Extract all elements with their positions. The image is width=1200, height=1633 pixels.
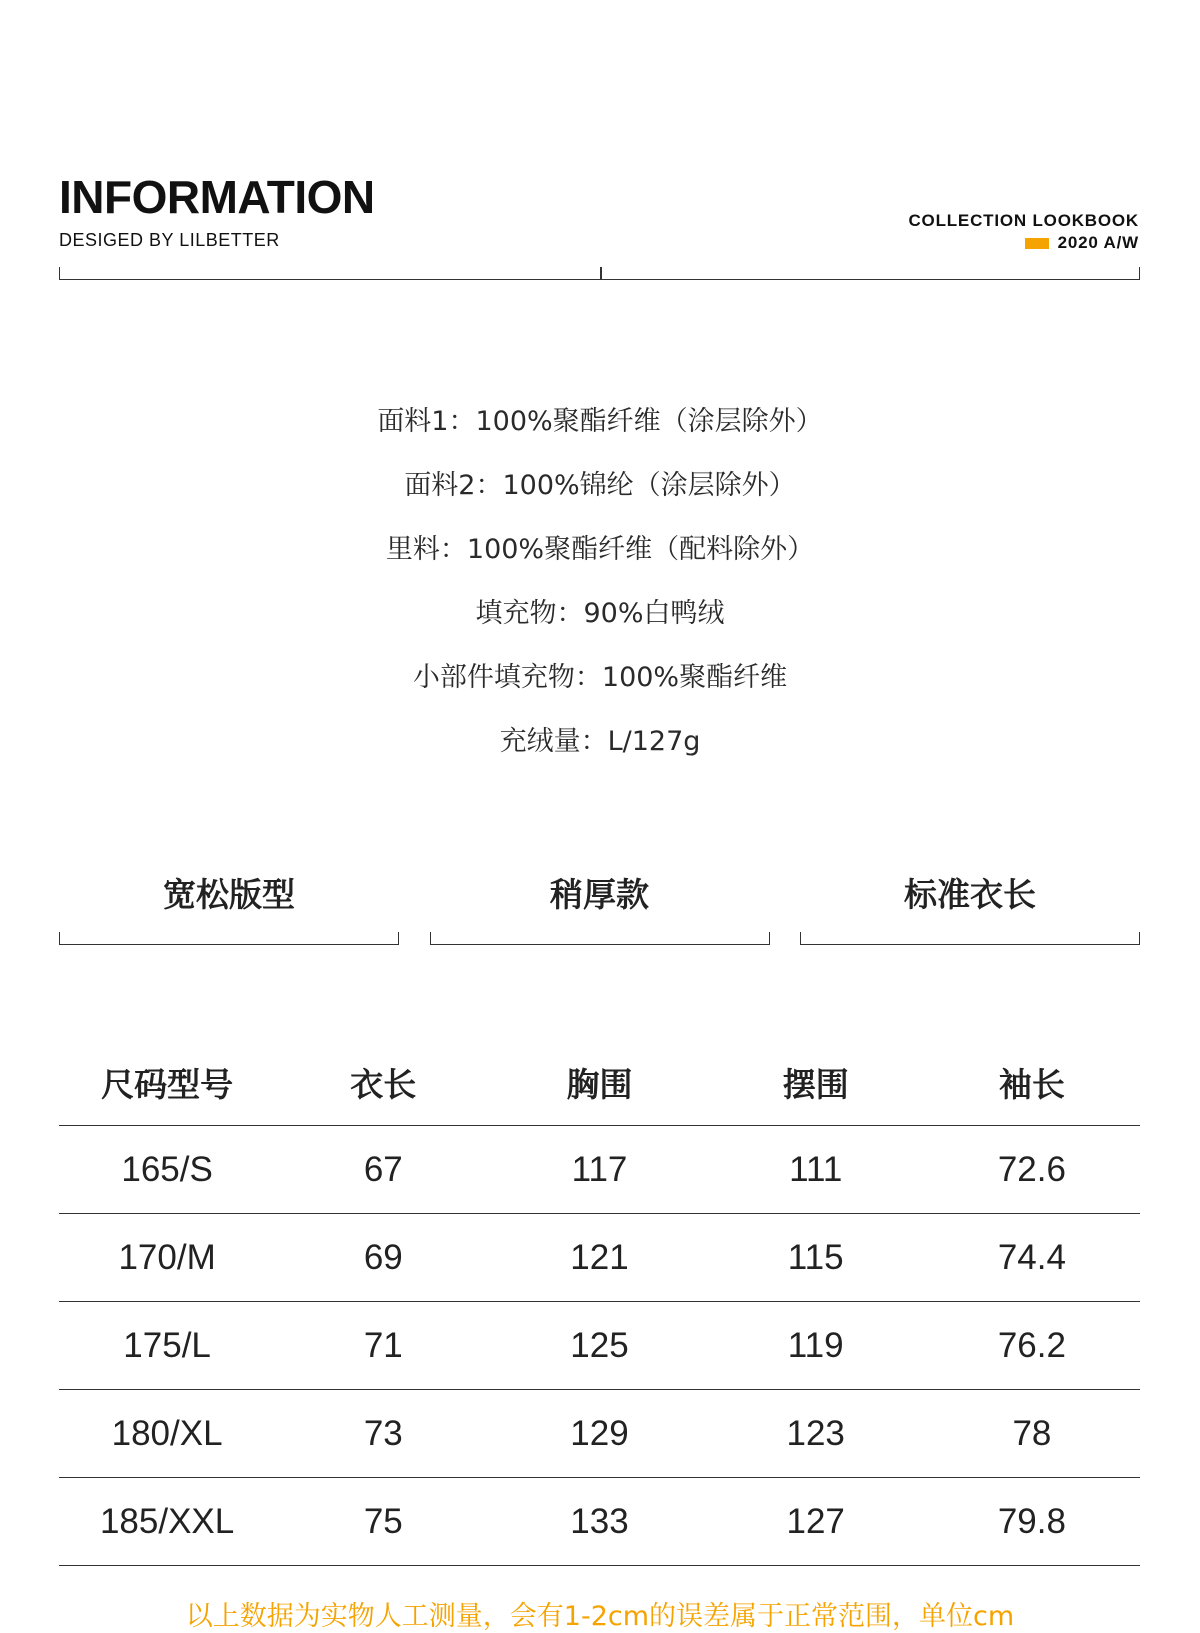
table-cell: 69 [363, 1237, 403, 1277]
table-cell: 127 [786, 1501, 845, 1541]
table-cell: 133 [570, 1501, 629, 1541]
table-cell: 67 [363, 1149, 403, 1189]
table-cell: 117 [571, 1149, 628, 1189]
column-header: 胸围 [566, 1065, 633, 1104]
feature-thickness [430, 870, 770, 945]
header-divider-tick [600, 267, 602, 280]
table-cell: 115 [787, 1237, 844, 1277]
table-row [59, 1390, 1140, 1478]
table-row [59, 1302, 1140, 1390]
table-cell: 129 [570, 1413, 629, 1453]
table-cell: 71 [363, 1325, 403, 1365]
table-cell: 125 [570, 1325, 629, 1365]
column-header: 袖长 [998, 1065, 1065, 1104]
feature-length [800, 870, 1140, 945]
table-cell: 72.6 [997, 1149, 1066, 1189]
material-line: 填充物：90%白鸭绒 [475, 598, 725, 629]
table-cell: 175/L [123, 1325, 211, 1365]
column-header: 摆围 [782, 1065, 849, 1104]
table-cell: 111 [789, 1149, 843, 1189]
measurement-footnote: 以上数据为实物人工测量，会有1-2cm的误差属于正常范围，单位cm [185, 1601, 1015, 1632]
feature-tags [59, 870, 1140, 945]
designer-credit: DESIGED BY LILBETTER [59, 230, 280, 250]
feature-label: 稍厚款 [550, 875, 649, 914]
material-line: 小部件填充物：100%聚酯纤维 [412, 662, 788, 693]
feature-bracket [430, 932, 770, 945]
material-line: 里料：100%聚酯纤维（配料除外） [385, 534, 815, 565]
table-cell: 79.8 [997, 1501, 1066, 1541]
collection-label: COLLECTION LOOKBOOK [908, 211, 1139, 230]
collection-info [908, 210, 1139, 254]
table-cell: 76.2 [997, 1325, 1066, 1365]
season-label: 2020 A/W [1057, 233, 1139, 252]
table-cell: 123 [786, 1413, 845, 1453]
season-row [908, 232, 1139, 254]
table-row [59, 1214, 1140, 1302]
column-header: 尺码型号 [101, 1065, 234, 1104]
table-cell: 119 [787, 1325, 844, 1365]
table-cell: 78 [1012, 1413, 1052, 1453]
material-line: 面料2：100%锦纶（涂层除外） [404, 470, 796, 501]
table-row [59, 1126, 1140, 1214]
table-header-row [59, 1040, 1140, 1126]
accent-bar [1025, 238, 1049, 249]
table-cell: 73 [363, 1413, 403, 1453]
table-cell: 170/M [118, 1237, 216, 1277]
feature-label: 标准衣长 [904, 875, 1036, 914]
table-cell: 180/XL [111, 1413, 223, 1453]
page-title: INFORMATION [59, 171, 375, 223]
table-cell: 74.4 [997, 1237, 1066, 1277]
feature-label: 宽松版型 [163, 875, 295, 914]
table-cell: 75 [363, 1501, 403, 1541]
table-row [59, 1478, 1140, 1566]
material-line: 面料1：100%聚酯纤维（涂层除外） [377, 406, 823, 437]
table-cell: 185/XXL [99, 1501, 235, 1541]
table-cell: 165/S [121, 1149, 213, 1189]
feature-bracket [59, 932, 399, 945]
feature-fit [59, 870, 399, 945]
materials-list [0, 397, 1200, 781]
column-header: 衣长 [350, 1065, 417, 1104]
size-table [59, 1040, 1140, 1566]
material-line: 充绒量：L/127g [499, 726, 701, 757]
table-cell: 121 [570, 1237, 629, 1277]
feature-bracket [800, 932, 1140, 945]
